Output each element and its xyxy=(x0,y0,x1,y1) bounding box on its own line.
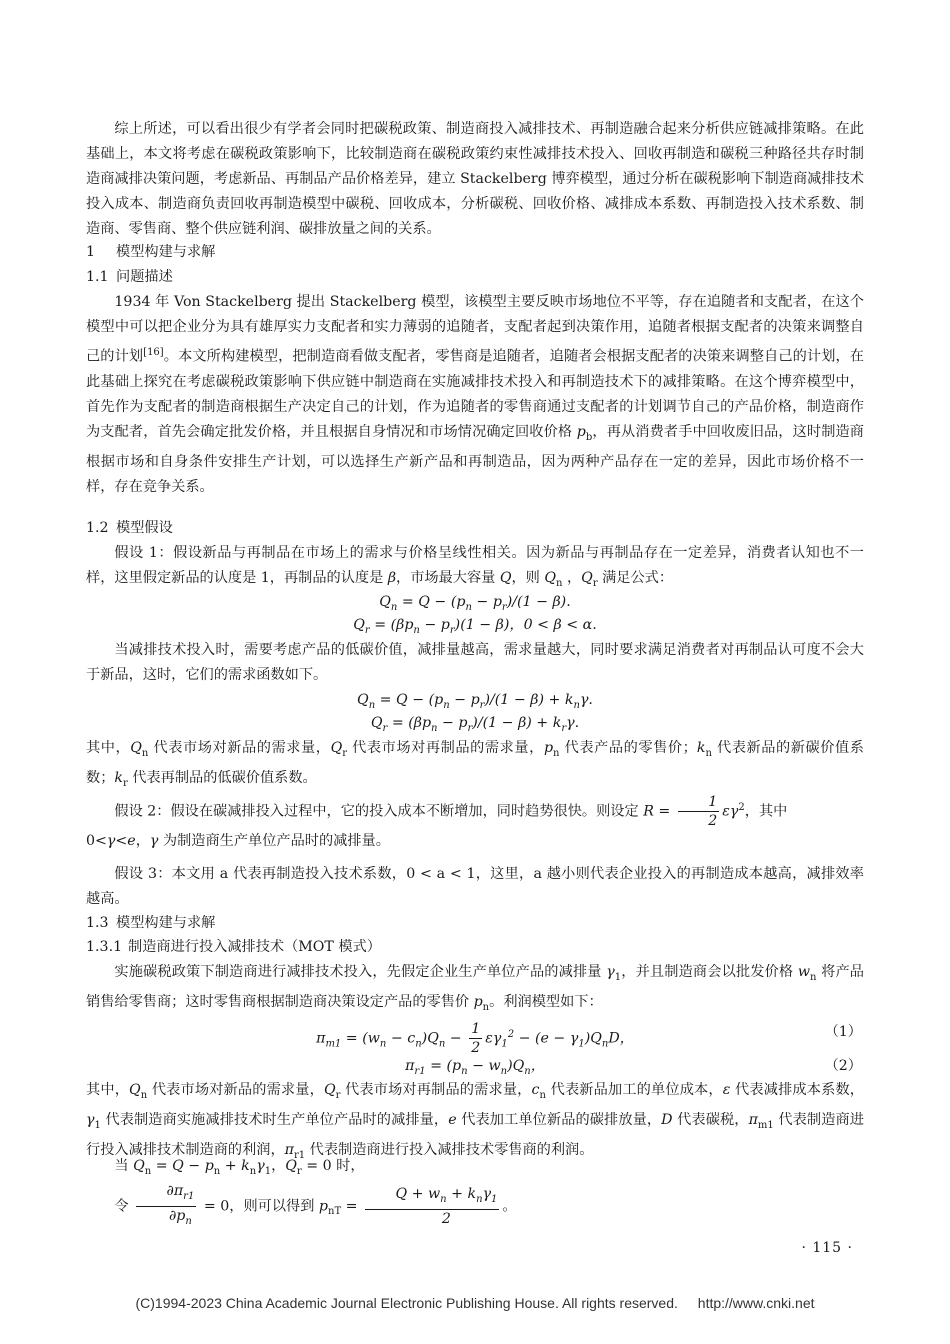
mot-model-paragraph: 实施碳税政策下制造商进行减排技术投入，先假定企业生产单位产品的减排量 $\gamma_1$，并且制造商会以批发价格 $w_n$ 将产品销售给零售商；这时零售商根据制造商决策设定产品的零售价 $p_n$。利润模型如下： xyxy=(86,964,864,1013)
demand-equation-qn-low-carbon: $Q_n = Q - (p_n - p_r)/(1 - \beta) + k_n\gamma$. xyxy=(357,692,593,711)
assumption-1-paragraph: 假设 1：假设新品与再制品在市场上的需求与价格呈线性相关。因为新品与再制品存在一定差异，消费者认知也不一样，这里假定新品的认度是 1，再制品的认度是 β，市场最大容量 Q，则 $Q_n$ ，$Q_r$ 满足公式： xyxy=(86,545,864,589)
problem-description-paragraph: 1934 年 Von Stackelberg 提出 Stackelberg 模型，该模型主要反映市场地位不平等，存在追随者和支配者，在这个模型中可以把企业分为具有雄厚实力支配者和实力薄弱的追随者，支配者起到决策作用，追随者根据支配者的决策来调整自己的计划[16]。本文所构建模型，把制造商看做支配者，零售商是追随者，追随者会根据支配者的决策来调整自己的计划，在此基础上探究在考虑碳税政策影响下供应链中制造商在实施减排技术投入和再制造技术下的减排策略。在这个博弈模型中，首先作为支配者的制造商根据生产决定自己的计划，作为追随者的零售商通过支配者的计划调节自己的产品价格，制造商作为支配者，首先会确定批发价格，并且根据自身情况和市场情况确定回收价格 $p_b$，再从消费者手中回收废旧品，这时制造商根据市场和自身条件安排生产计划，可以选择生产新产品和再制造品，因为两种产品存在一定的差异，因此市场价格不一样，存在竞争关系。 xyxy=(86,294,864,495)
equation-number-2: （2） xyxy=(824,1058,862,1074)
cnki-link[interactable]: http://www.cnki.net xyxy=(697,1295,815,1311)
copyright-text: (C)1994-2023 China Academic Journal Electronic Publishing House. All rights reserved. xyxy=(135,1295,678,1311)
section-1-3-heading: 1.3 模型构建与求解 xyxy=(86,915,216,931)
equation-number-1: （1） xyxy=(824,1024,862,1040)
profit-variable-definitions: 其中，$Q_n$ 代表市场对新品的需求量，$Q_r$ 代表市场对再制品的需求量，$c_n$ 代表新品加工的单位成本，ε 代表减排成本系数，$\gamma_1$ 代表制造商实施减排技术时生产单位产品时的减排量，e 代表加工单位新品的碳排放量，D 代表碳税，$\pi_{m1}$ 代表制造商进行投入减排技术制造商的利润，$\pi_{r1}$ 代表制造商进行投入减排技术零售商的利润。 xyxy=(86,1082,864,1161)
section-1-heading: 1 模型构建与求解 xyxy=(86,244,216,260)
section-1-2-title: 模型假设 xyxy=(116,520,173,536)
optimal-price-derivation: 令 $\frac{\partial\pi_{r1}}{\partial p_n}$ = 0，则可以得到 $p_{nT}$ = $\frac{Q + w_n + k_n\gamma_1}{2}$ 。 xyxy=(114,1183,517,1227)
demand-equation-qr-low-carbon: $Q_r = (\beta p_n - p_r)/(1 - \beta) + k_r\gamma$. xyxy=(370,715,580,734)
section-1-2-heading: 1.2 模型假设 xyxy=(86,520,173,536)
page-number: · 115 · xyxy=(801,1240,853,1256)
manufacturer-profit-equation: $\pi_{m1} = (w_n - c_n)Q_n$ − $\frac{1}{2}$ $\varepsilon\gamma_1^2 - (e - \gamma_1)Q_nD$， xyxy=(316,1021,634,1056)
condition-line: 当 $Q_n = Q - p_n + k_n\gamma_1$，$Q_r = 0$ 时， xyxy=(114,1158,365,1177)
section-1-1-title: 问题描述 xyxy=(116,269,173,285)
assumption-3-paragraph: 假设 3：本文用 a 代表再制造投入技术系数，0 < a < 1，这里，a 越小则代表企业投入的再制造成本越高，减排效率越高。 xyxy=(86,866,864,907)
section-1-title: 模型构建与求解 xyxy=(116,244,216,260)
intro-paragraph: 综上所述，可以看出很少有学者会同时把碳税政策、制造商投入减排技术、再制造融合起来分析供应链减排策略。在此基础上，本文将考虑在碳税政策影响下，比较制造商在碳税政策约束性减排技术投入、回收再制造和碳税三种路径共存时制造商减排决策问题，考虑新品、再制品产品价格差异，建立 Stackelberg 博弈模型，通过分析在碳税影响下制造商减排技术投入成本、制造商负责回收再制造模型中碳税、回收成本，分析碳税、回收价格、减排成本系数、再制造投入技术系数、制造商、零售商、整个供应链利润、碳排放量之间的关系。 xyxy=(86,121,864,237)
low-carbon-paragraph: 当减排技术投入时，需要考虑产品的低碳价值，减排量越高，需求量越大，同时要求满足消费者对再制品认可度不会大于新品，这时，它们的需求函数如下。 xyxy=(86,642,864,683)
section-1-1-heading: 1.1 问题描述 xyxy=(86,269,173,285)
demand-equation-qr: $Q_r = (\beta p_n - p_r)(1 - \beta)$，0 < β < α. xyxy=(353,617,597,636)
demand-equation-qn: $Q_n = Q - (p_n - p_r)/(1 - \beta)$. xyxy=(379,594,571,613)
section-1-3-1-heading: 1.3.1 制造商进行投入减排技术（MOT 模式） xyxy=(86,939,381,955)
assumption-2-continued: 0<γ<e，γ 为制造商生产单位产品时的减排量。 xyxy=(86,833,390,849)
variable-definition-paragraph: 其中，$Q_n$ 代表市场对新品的需求量，$Q_r$ 代表市场对再制品的需求量，$p_n$ 代表产品的零售价；$k_n$ 代表新品的新碳价值系数；$k_r$ 代表再制品的低碳价值系数。 xyxy=(86,740,864,789)
citation-16[interactable]: [16] xyxy=(143,347,164,358)
section-1-3-1-title: 制造商进行投入减排技术（MOT 模式） xyxy=(128,939,381,955)
retailer-profit-equation: $\pi_{r1} = (p_n - w_n)Q_n$， xyxy=(405,1058,545,1077)
section-1-3-title: 模型构建与求解 xyxy=(116,915,216,931)
copyright-footer xyxy=(0,1295,950,1311)
assumption-2-paragraph: 假设 2：假设在碳减排投入过程中，它的投入成本不断增加，同时趋势很快。则设定 R = $\frac{1}{2}$ $\varepsilon\gamma^2$，其中 xyxy=(114,794,788,829)
